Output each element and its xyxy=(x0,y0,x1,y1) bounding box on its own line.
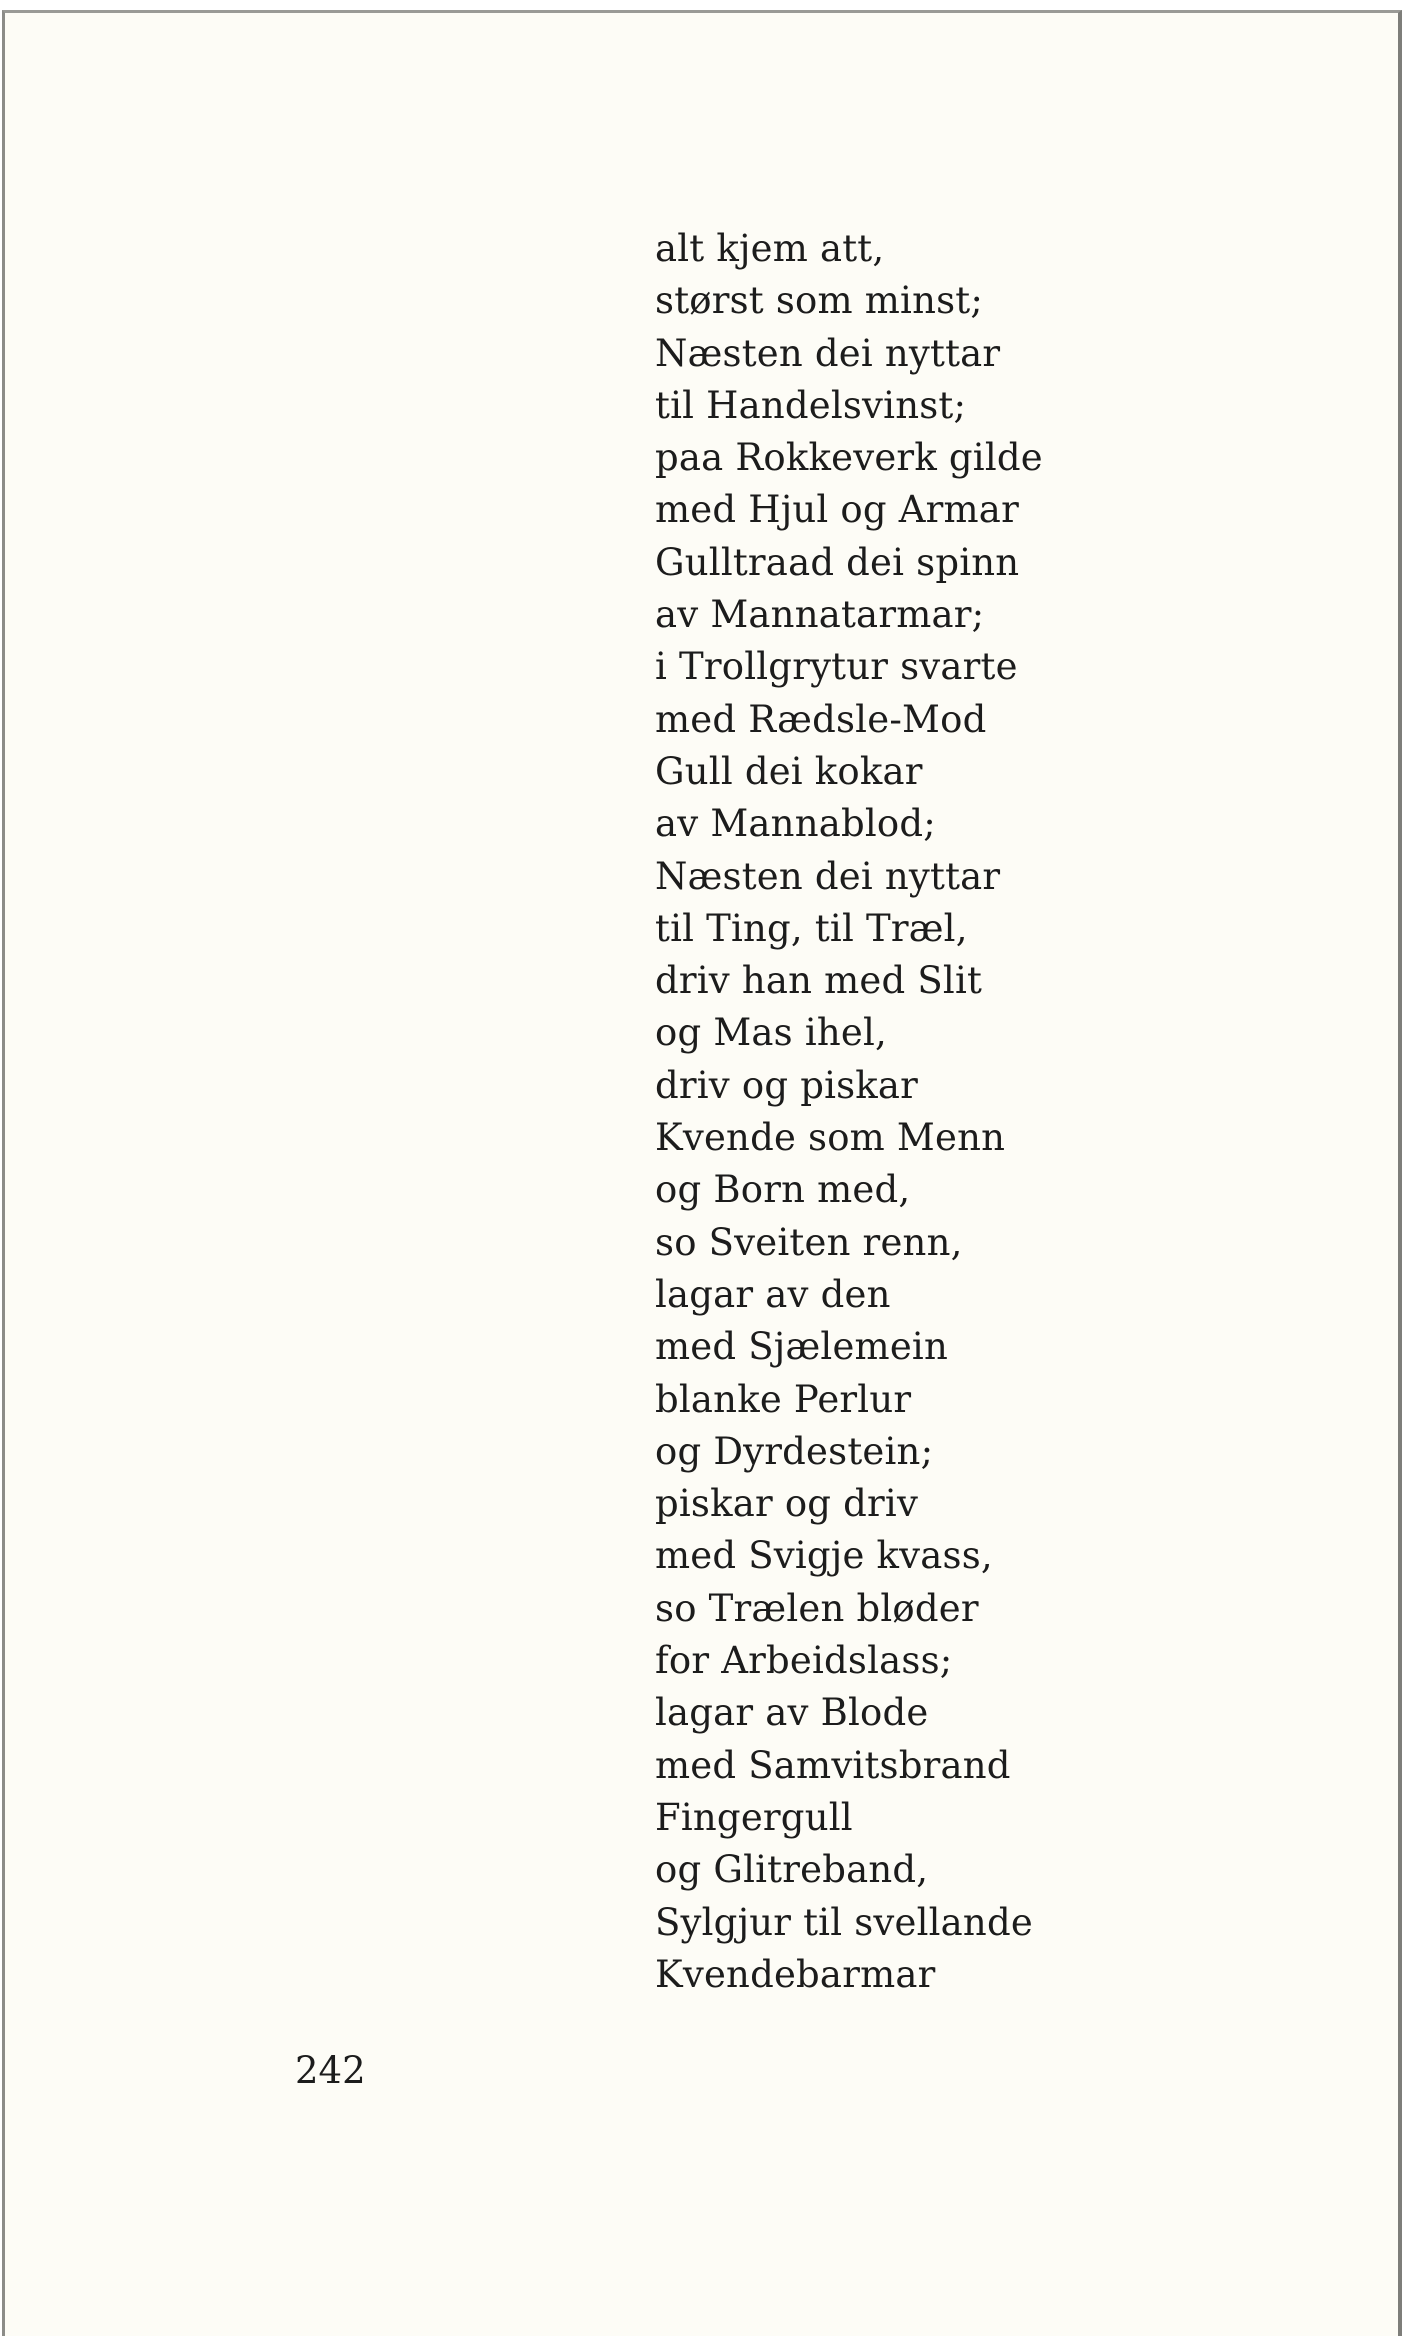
poem-line: for Arbeidslass; xyxy=(655,1639,953,1683)
poem-line: og Mas ihel, xyxy=(655,1011,887,1055)
poem-line: Næsten dei nyttar xyxy=(655,854,1001,898)
poem-line: Sylgjur til svellande xyxy=(655,1900,1033,1944)
poem-line: og Born med, xyxy=(655,1168,911,1212)
poem-line: i Trollgrytur svarte xyxy=(655,645,1018,689)
poem-line: so Sveiten renn, xyxy=(655,1220,963,1264)
poem-line: driv han med Slit xyxy=(655,959,983,1003)
poem-line: med Svigje kvass, xyxy=(655,1534,993,1578)
poem-line: Kvende som Menn xyxy=(655,1116,1006,1160)
poem-line: lagar av Blode xyxy=(655,1691,929,1735)
poem-line: med Rædsle-Mod xyxy=(655,697,987,741)
poem-line: paa Rokkeverk gilde xyxy=(655,436,1043,480)
poem-line: Næsten dei nyttar xyxy=(655,331,1001,375)
poem-line: so Trælen bløder xyxy=(655,1586,979,1630)
poem-line: lagar av den xyxy=(655,1272,891,1316)
poem-line: driv og piskar xyxy=(655,1063,919,1107)
poem-line: størst som minst; xyxy=(655,279,984,323)
poem-line: til Handelsvinst; xyxy=(655,383,967,427)
poem-line: med Samvitsbrand xyxy=(655,1743,1011,1787)
poem-line: av Mannablod; xyxy=(655,802,936,846)
poem-line: og Glitreband, xyxy=(655,1848,929,1892)
poem-line: Fingergull xyxy=(655,1795,853,1839)
poem-line: alt kjem att, xyxy=(655,227,885,270)
page-number: 242 xyxy=(295,2049,366,2092)
poem-line: og Dyrdestein; xyxy=(655,1429,934,1473)
poem-text xyxy=(655,223,1043,2001)
poem-line: Gulltraad dei spinn xyxy=(655,540,1020,584)
poem-line: til Ting, til Træl, xyxy=(655,906,968,950)
poem-line: piskar og driv xyxy=(655,1482,919,1526)
poem-line: Kvendebarmar xyxy=(655,1952,936,1996)
poem-line: med Hjul og Armar xyxy=(655,488,1019,532)
page-sheet xyxy=(2,10,1402,2336)
poem-line: av Mannatarmar; xyxy=(655,593,985,637)
poem-line: blanke Perlur xyxy=(655,1377,912,1421)
poem-line: Gull dei kokar xyxy=(655,749,923,793)
poem-line: med Sjælemein xyxy=(655,1325,948,1369)
